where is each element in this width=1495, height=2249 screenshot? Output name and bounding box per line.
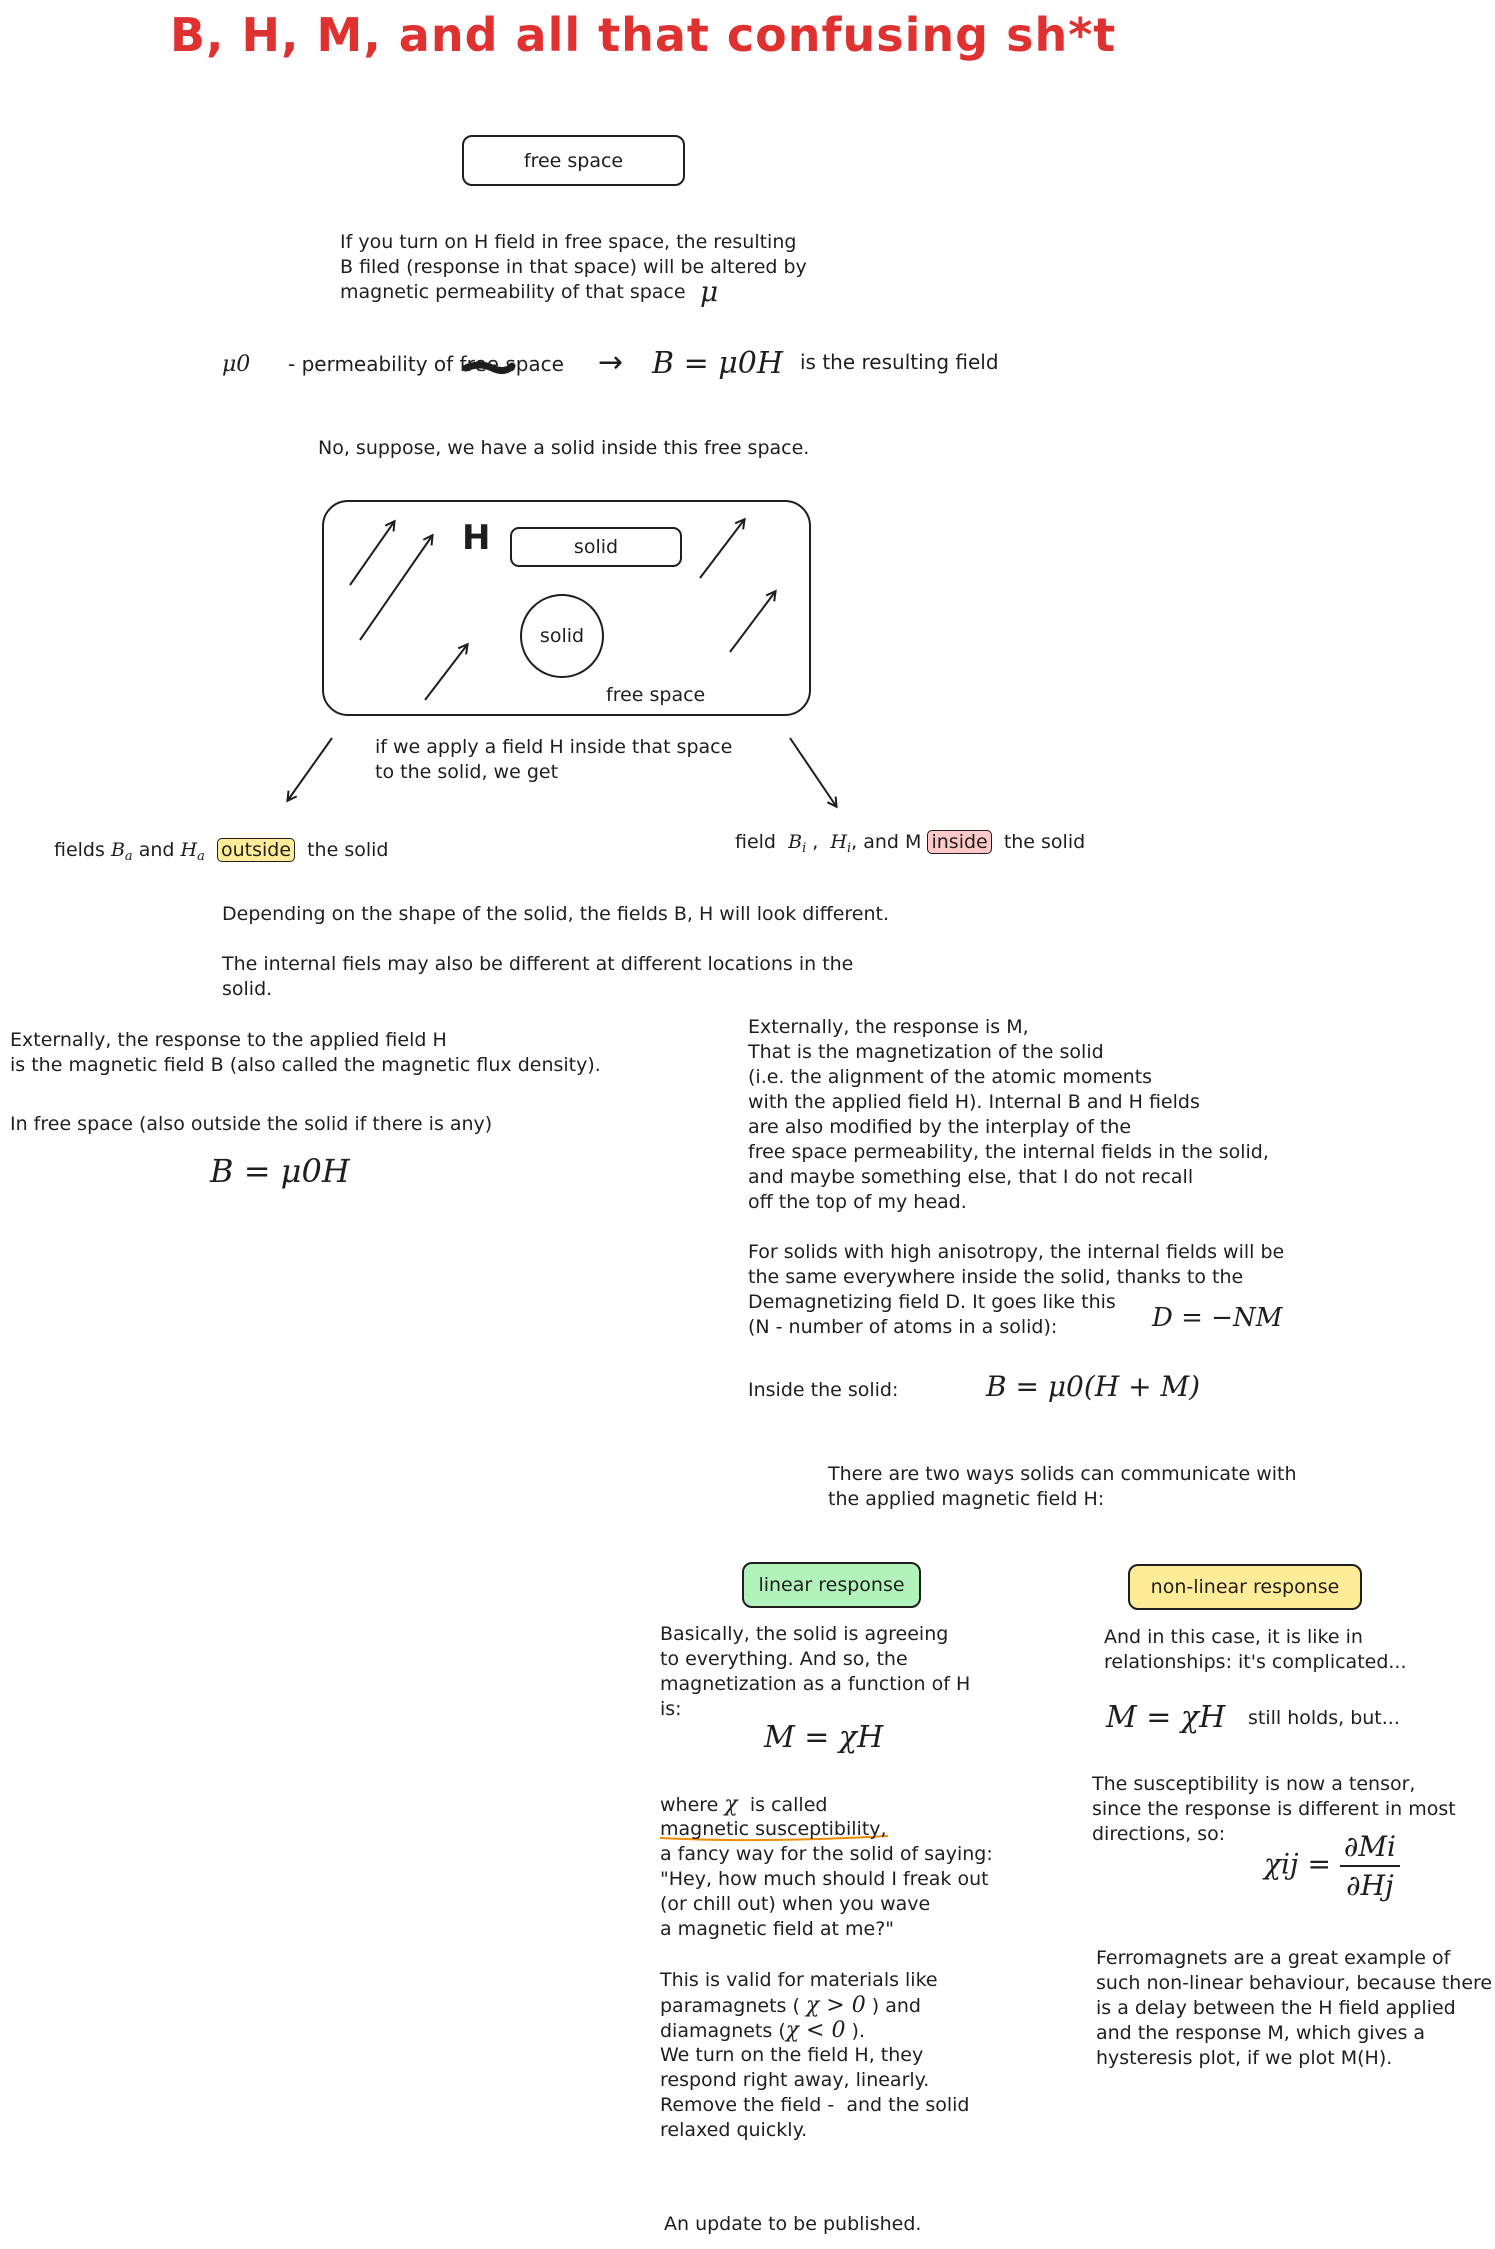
h-field-label: H <box>462 518 491 558</box>
nonlinear-text: And in this case, it is like in relationships: it's complicated... <box>1104 1626 1407 1673</box>
paramagnets-equation: χ > 0 <box>805 1993 866 2018</box>
hi-symbol: H <box>830 831 847 853</box>
where-line <box>660 1792 827 1818</box>
outside-suffix: the solid <box>307 839 389 861</box>
ferromagnets-text: Ferromagnets are a great example of such non-linear behaviour, because there is a delay between the H field applied and the response M, which gives a hysteresis plot, if we plot M(H). <box>1096 1947 1493 2069</box>
diamagnets-word: diamagnets ( <box>660 2020 786 2042</box>
tensor-fraction <box>1340 1830 1400 1902</box>
internal-text: The internal fiels may also be different at different locations in the solid. <box>222 953 854 1000</box>
b-subscript: a <box>124 849 133 864</box>
valid-line-1: This is valid for materials like <box>660 1969 938 1991</box>
susceptibility-term: magnetic susceptibility, <box>660 1818 887 1840</box>
anisotropy-text: For solids with high anisotropy, the internal fields will be the same everywhere inside the solid, thanks to the Demagnetizing field D. It goes like this (N - number of atoms in a solid): <box>748 1241 1285 1338</box>
inside-fields-line: field $B_i$ , $H_i$, and M inside the solid <box>735 831 1086 856</box>
freak-out-text: a fancy way for the solid of saying: "Hey, how much should I freak out (or chill out) when you wave a magnetic field at me?" <box>660 1843 993 1940</box>
arrow-to-outside <box>288 738 332 800</box>
inside-highlight: inside <box>927 830 991 854</box>
suppose-text: No, suppose, we have a solid inside this free space. <box>318 437 810 459</box>
diamagnets-end: ). <box>851 2020 865 2042</box>
shape-text: Depending on the shape of the solid, the fields B, H will look different. <box>222 903 890 925</box>
chi-symbol: χ <box>724 1792 738 1817</box>
hi-subscript: i <box>846 841 852 856</box>
h-symbol: H <box>180 839 198 861</box>
bi-subscript: i <box>802 841 807 856</box>
called-word: is called <box>749 1794 828 1816</box>
field-arrow-5 <box>730 592 775 652</box>
field-arrow-1 <box>350 522 394 585</box>
bi-symbol: B <box>788 831 803 853</box>
outside-prefix: fields <box>54 839 105 861</box>
tensor-denominator: ∂Hj <box>1346 1869 1394 1902</box>
diamagnets-equation: χ < 0 <box>785 2018 846 2043</box>
linear-equation: M = χH <box>764 1720 884 1755</box>
equation-free-space-suffix: is the resulting field <box>800 350 999 374</box>
and-m: , and M <box>851 831 922 853</box>
free-space-label: free space <box>606 684 706 706</box>
and-word: and <box>138 839 175 861</box>
equation-free-space-2: B = μ0H <box>210 1152 350 1190</box>
linear-behaviour-text: We turn on the field H, they respond right away, linearly. Remove the field - and the solid relaxed quickly. <box>660 2044 970 2141</box>
b-symbol: B <box>110 839 125 861</box>
inside-prefix: field <box>735 831 776 853</box>
arrow-to-inside <box>790 738 836 806</box>
free-space-box: free space <box>462 135 685 186</box>
external-text: Externally, the response to the applied field H is the magnetic field B (also called the magnetic flux density). <box>10 1029 601 1076</box>
still-holds-text: still holds, but... <box>1248 1707 1400 1729</box>
equation-free-space: B = μ0H <box>652 346 784 381</box>
free-scribble-underline <box>466 365 512 371</box>
tensor-numerator: ∂Mi <box>1340 1830 1400 1867</box>
field-arrow-2 <box>360 536 432 640</box>
intro-text: If you turn on H field in free space, the resulting B filed (response in that space) will be altered by magnetic permeability of that space <box>340 231 807 303</box>
two-ways-text: There are two ways solids can communicate with the applied magnetic field H: <box>828 1463 1297 1510</box>
paramagnets-end: ) and <box>871 1995 921 2017</box>
diamagnets-line <box>660 2018 865 2044</box>
tensor-lhs: χij = <box>1264 1847 1331 1881</box>
tensor-equation <box>1264 1830 1400 1902</box>
mu-symbol: μ <box>700 275 719 308</box>
update-text: An update to be published. <box>664 2213 922 2235</box>
mu0-text: - permeability of free space <box>288 352 564 376</box>
solid-rectangle: solid <box>510 527 682 567</box>
paramagnets-line <box>660 1993 921 2019</box>
linear-response-box: linear response <box>742 1562 921 1608</box>
apply-text: if we apply a field H inside that space to the solid, we get <box>375 736 733 783</box>
page-title: B, H, M, and all that confusing sh*t <box>170 8 1117 62</box>
outside-fields-line <box>54 838 388 869</box>
right-arrow-icon: → <box>598 345 624 380</box>
linear-text: Basically, the solid is agreeing to everything. And so, the magnetization as a function of H is: <box>660 1623 971 1720</box>
demag-equation: D = −NM <box>1152 1303 1283 1333</box>
free-space-note: In free space (also outside the solid if there is any) <box>10 1113 493 1135</box>
nonlinear-equation: M = χH <box>1106 1700 1226 1735</box>
magnetization-text: Externally, the response is M, That is the magnetization of the solid (i.e. the alignment of the atomic moments with the applied field H). Internal B and H fields are also modified by the interplay of the free space permeability, the internal fields in the solid, and maybe something else, that I do not recall off the top of my head. <box>748 1016 1269 1213</box>
mu0-label: μ0 <box>222 352 251 377</box>
inside-suffix: the solid <box>1003 831 1086 853</box>
where-word: where <box>660 1794 719 1816</box>
field-arrow-3 <box>425 645 467 700</box>
nonlinear-response-box: non-linear response <box>1128 1564 1362 1610</box>
inside-solid-label: Inside the solid: <box>748 1379 899 1401</box>
paramagnets-word: paramagnets ( <box>660 1995 800 2017</box>
outside-highlight: outside <box>217 838 295 862</box>
solid-circle: solid <box>520 594 604 678</box>
h-subscript: a <box>197 849 205 864</box>
field-arrow-4 <box>700 520 744 578</box>
inside-equation: B = μ0(H + M) <box>986 1370 1201 1403</box>
tensor-text: The susceptibility is now a tensor, since the response is different in most directions, so: <box>1092 1773 1456 1845</box>
